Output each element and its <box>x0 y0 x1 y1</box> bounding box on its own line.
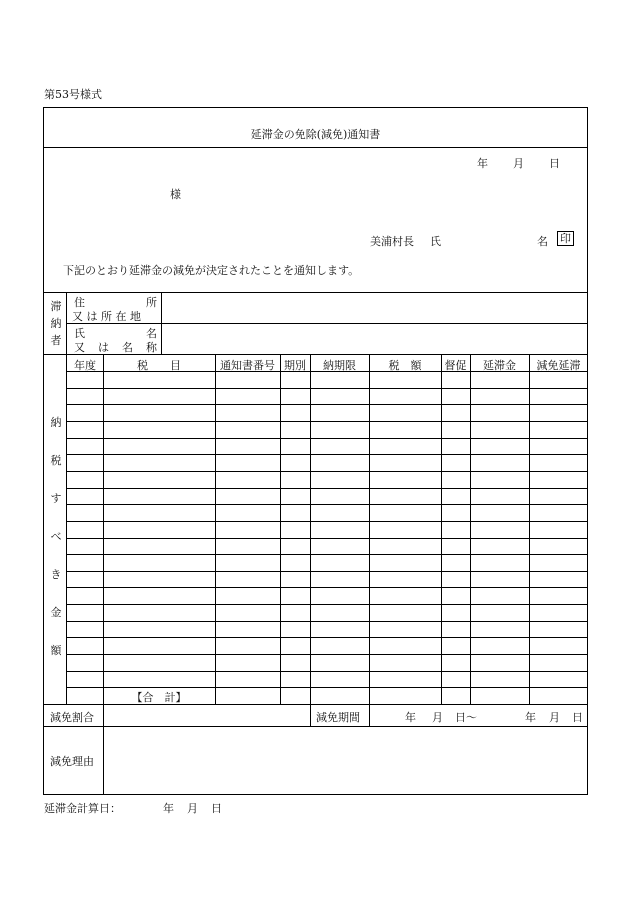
table-column-line <box>529 354 530 704</box>
calc-date-month: 月 <box>187 802 198 815</box>
vline-taxpayer-side <box>66 292 67 704</box>
table-row-line <box>66 571 588 572</box>
notice-text: 下記のとおり延滞金の減免が決定されたことを通知します。 <box>63 264 360 277</box>
line-below-ratio <box>43 726 588 727</box>
tax-side-char: き <box>50 568 62 581</box>
table-row-line <box>66 438 588 439</box>
table-column-line <box>310 354 311 704</box>
table-row-line <box>66 388 588 389</box>
issuer-name-label-1: 氏 <box>430 235 441 248</box>
header-period: 期別 <box>284 359 306 372</box>
line-address-name <box>66 323 588 324</box>
reduction-reason-label: 減免理由 <box>50 755 94 768</box>
table-row-line <box>66 488 588 489</box>
table-row-line <box>66 587 588 588</box>
name-label-2a: 又 <box>74 341 85 354</box>
period-to-year: 年 <box>525 711 536 724</box>
table-column-line <box>369 354 370 704</box>
header-delinquency: 延滞金 <box>483 359 516 372</box>
issuer-name-label-2: 名 <box>537 235 548 248</box>
tax-side-char: す <box>50 492 62 505</box>
table-column-line <box>280 354 281 704</box>
reduction-ratio-label: 減免割合 <box>50 711 94 724</box>
line-below-title <box>43 147 588 148</box>
table-column-line <box>470 354 471 704</box>
period-from-day: 日～ <box>455 711 477 724</box>
tax-side-char: 額 <box>50 644 62 657</box>
table-row-line <box>66 521 588 522</box>
table-row-line <box>66 404 588 405</box>
name-label-1b: 名 <box>146 327 157 340</box>
address-label-1a: 住 <box>74 296 85 309</box>
address-label-2: 又 は 所 在 地 <box>72 310 141 323</box>
address-label-1b: 所 <box>146 296 157 309</box>
header-due-date: 納期限 <box>323 359 356 372</box>
calc-date-day: 日 <box>211 802 222 815</box>
table-row-line <box>66 471 588 472</box>
header-tax-item: 税 目 <box>137 359 181 372</box>
table-row-line <box>66 687 588 688</box>
issue-date-day: 日 <box>549 157 560 170</box>
calc-date-year: 年 <box>163 802 174 815</box>
period-from-month: 月 <box>432 711 443 724</box>
table-column-line <box>441 354 442 704</box>
name-label-2b: は <box>98 341 109 354</box>
table-row-line <box>66 637 588 638</box>
total-label: 【合 計】 <box>131 691 187 704</box>
table-column-line <box>215 354 216 704</box>
taxpayer-side-char: 滞 <box>50 300 62 313</box>
table-row-line <box>66 654 588 655</box>
taxpayer-side-label <box>47 298 65 349</box>
header-notice-number: 通知書番号 <box>220 359 275 372</box>
table-row-line <box>66 454 588 455</box>
tax-side-char: べ <box>50 530 62 543</box>
taxpayer-side-char: 納 <box>50 317 62 330</box>
issuer: 美浦村長 <box>370 235 414 248</box>
header-tax-amount: 税 額 <box>388 359 422 372</box>
period-to-month: 月 <box>549 711 560 724</box>
header-year: 年度 <box>74 359 96 372</box>
table-row-line <box>66 504 588 505</box>
line-below-notice <box>43 292 588 293</box>
table-row-line <box>66 671 588 672</box>
tax-side-label <box>47 404 65 670</box>
taxpayer-side-char: 者 <box>50 334 62 347</box>
table-row-line <box>66 621 588 622</box>
header-reduced-delinquency: 減免延滞 <box>536 359 581 372</box>
table-row-line <box>66 604 588 605</box>
table-row-line <box>66 554 588 555</box>
addressee-suffix: 様 <box>170 188 181 201</box>
tax-side-char: 納 <box>50 416 62 429</box>
document-title: 延滞金の免除(減免)通知書 <box>250 128 381 141</box>
name-label-2c: 名 <box>122 341 133 354</box>
header-demand: 督促 <box>444 359 467 372</box>
reduction-period-label: 減免期間 <box>316 711 360 724</box>
issue-date-month: 月 <box>513 157 524 170</box>
seal-mark: 印 <box>557 231 574 246</box>
table-column-line <box>103 354 104 704</box>
table-row-line <box>66 421 588 422</box>
table-row-line <box>66 538 588 539</box>
tax-side-char: 金 <box>50 606 62 619</box>
vline-period-left <box>310 704 311 726</box>
name-label-2d: 称 <box>146 341 157 354</box>
name-label-1a: 氏 <box>74 327 85 340</box>
issue-date-year: 年 <box>477 157 488 170</box>
vline-ratio-label <box>103 704 104 795</box>
period-from-year: 年 <box>405 711 416 724</box>
tax-side-char: 税 <box>50 454 62 467</box>
period-to-day: 日 <box>572 711 583 724</box>
vline-taxpayer-label <box>161 292 162 354</box>
vline-period-right <box>369 704 370 726</box>
form-number: 第53号様式 <box>44 88 102 101</box>
calc-date-label: 延滞金計算日： <box>44 802 121 815</box>
